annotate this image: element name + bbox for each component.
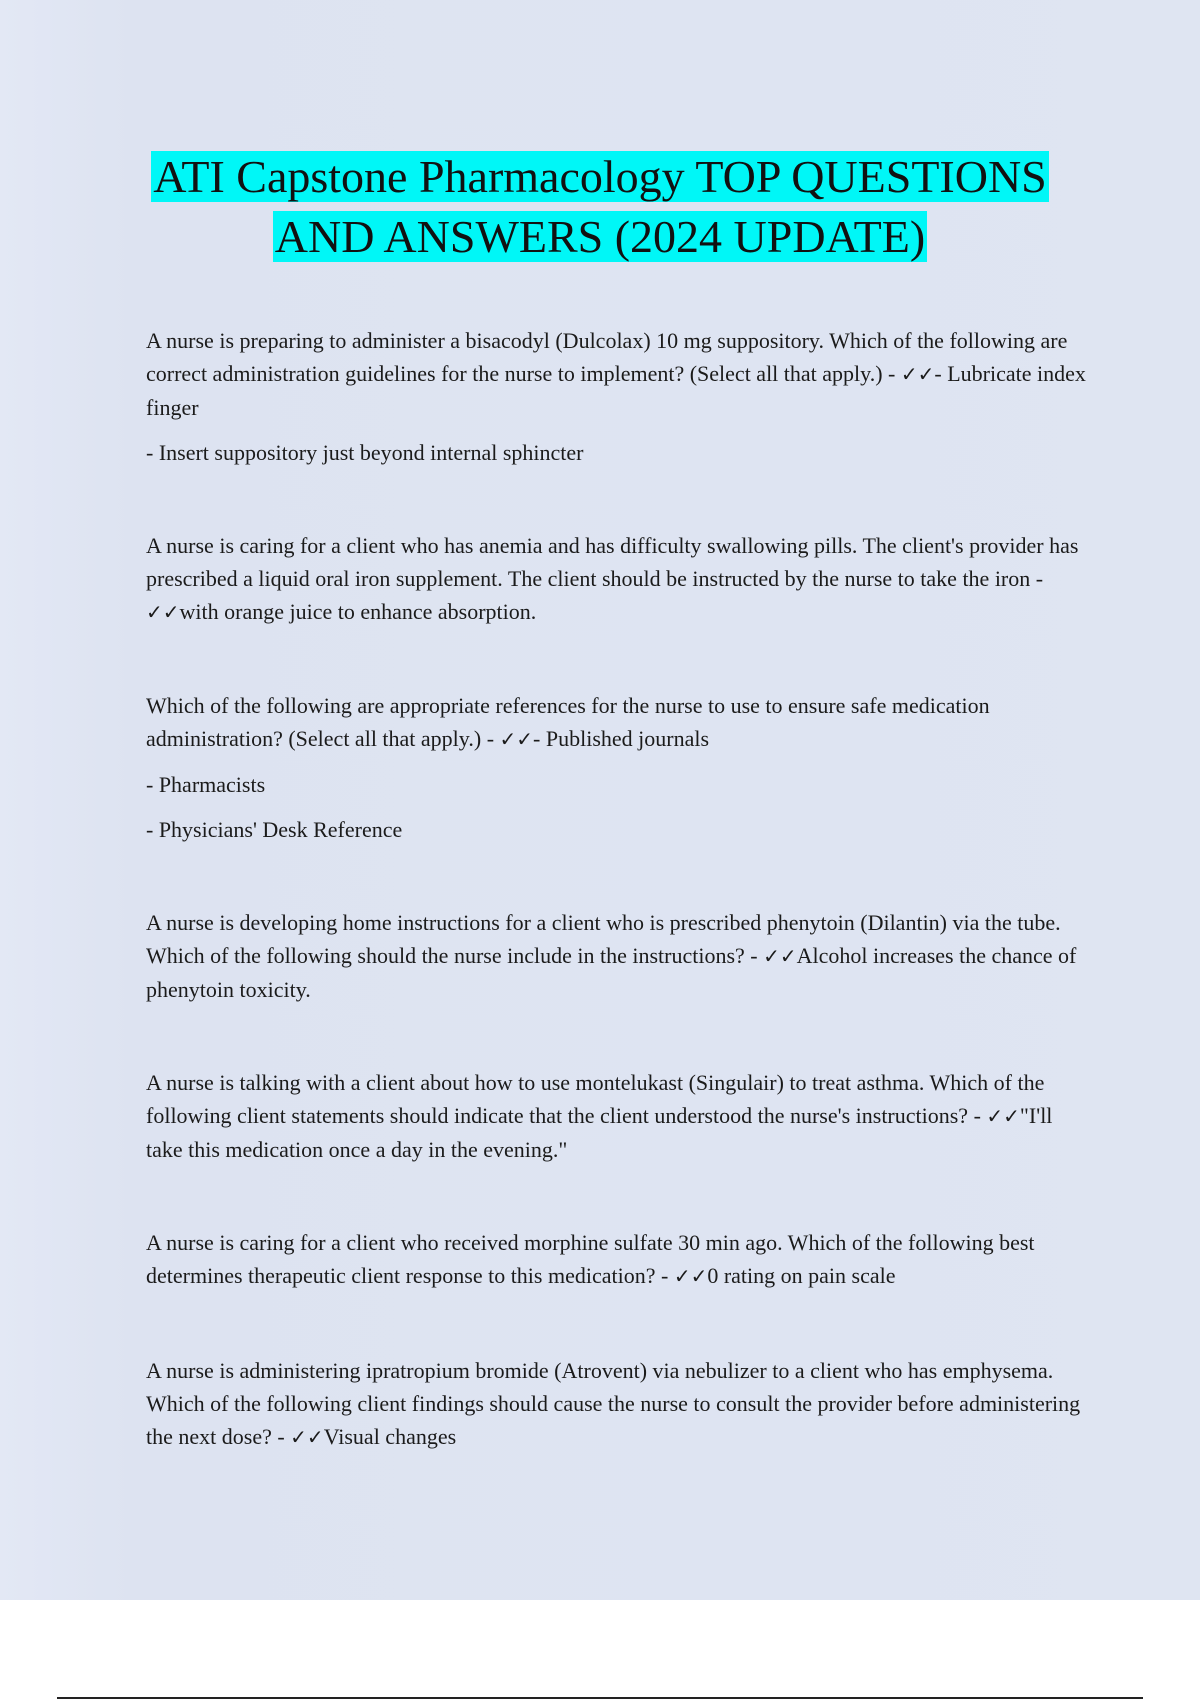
answer-extra-line: - Insert suppository just beyond internal sphincter [146, 440, 584, 465]
question-text: A nurse is caring for a client who has anemia and has difficulty swallowing pills. The client's provider has prescribed a liquid oral iron supplement. The client should be instructed by the nurse to take the iron - [146, 533, 1079, 591]
answer-text: Visual changes [323, 1424, 457, 1449]
question-text: A nurse is talking with a client about how to use montelukast (Singulair) to treat asthma. Which of the following client statements should indicate that the client understood the nurse's instructions? - [146, 1070, 1045, 1128]
qa-question-answer [146, 324, 1086, 424]
qa-question-answer [146, 906, 1086, 1006]
answer-text: - Lubricate index finger [146, 361, 1086, 420]
check-mark-icon: ✓✓ [673, 1264, 708, 1288]
document-title [100, 147, 1100, 267]
check-mark-icon: ✓✓ [499, 727, 534, 751]
footer-divider [57, 1697, 1143, 1699]
answer-text: Alcohol increases the chance of phenytoin toxicity. [146, 943, 1077, 1002]
question-text: A nurse is preparing to administer a bisacodyl (Dulcolax) 10 mg suppository. Which of the following are correct administration guidelines for the nurse to implement? (Select all that apply.) - [146, 328, 1068, 386]
answer-text: - Published journals [533, 726, 710, 751]
qa-question-answer [146, 689, 1086, 756]
qa-item [146, 1226, 1086, 1293]
title-line-1: ATI Capstone Pharmacology TOP QUESTIONS [153, 151, 1047, 202]
answer-text: 0 rating on pain scale [707, 1263, 896, 1288]
question-text: A nurse is administering ipratropium bromide (Atrovent) via nebulizer to a client who has emphysema. Which of the following client findings should cause the nurse to consult the provider before administering the next dose? - [146, 1358, 1081, 1449]
qa-item [146, 324, 1086, 469]
question-text: A nurse is developing home instructions for a client who is prescribed phenytoin (Dilantin) via the tube. Which of the following should the nurse include in the instructions? - [146, 910, 1061, 968]
qa-item [146, 689, 1086, 846]
qa-question-answer [146, 1226, 1086, 1293]
title-line-2: AND ANSWERS (2024 UPDATE) [274, 211, 926, 262]
answer-extra-line: - Physicians' Desk Reference [146, 817, 403, 842]
qa-item [146, 1354, 1086, 1454]
check-mark-icon: ✓✓ [900, 362, 935, 386]
answer-extra-line: - Pharmacists [146, 772, 266, 797]
answer-text: with orange juice to enhance absorption. [179, 599, 537, 624]
check-mark-icon: ✓✓ [763, 944, 797, 968]
check-mark-icon: ✓✓ [146, 600, 180, 624]
check-mark-icon: ✓✓ [986, 1104, 1020, 1128]
question-text: Which of the following are appropriate references for the nurse to use to ensure safe medication administration? (Select all that apply.) - [146, 693, 990, 751]
qa-item [146, 529, 1086, 629]
qa-question-answer [146, 1066, 1086, 1166]
qa-item [146, 1066, 1086, 1166]
qa-question-answer [146, 529, 1086, 629]
qa-item [146, 906, 1086, 1006]
qa-question-answer [146, 1354, 1086, 1454]
check-mark-icon: ✓✓ [290, 1425, 324, 1449]
qa-list [146, 324, 1086, 1454]
answer-text: "I'll take this medication once a day in the evening." [146, 1103, 1053, 1162]
question-text: A nurse is caring for a client who received morphine sulfate 30 min ago. Which of the following best determines therapeutic client response to this medication? - [146, 1230, 1035, 1288]
